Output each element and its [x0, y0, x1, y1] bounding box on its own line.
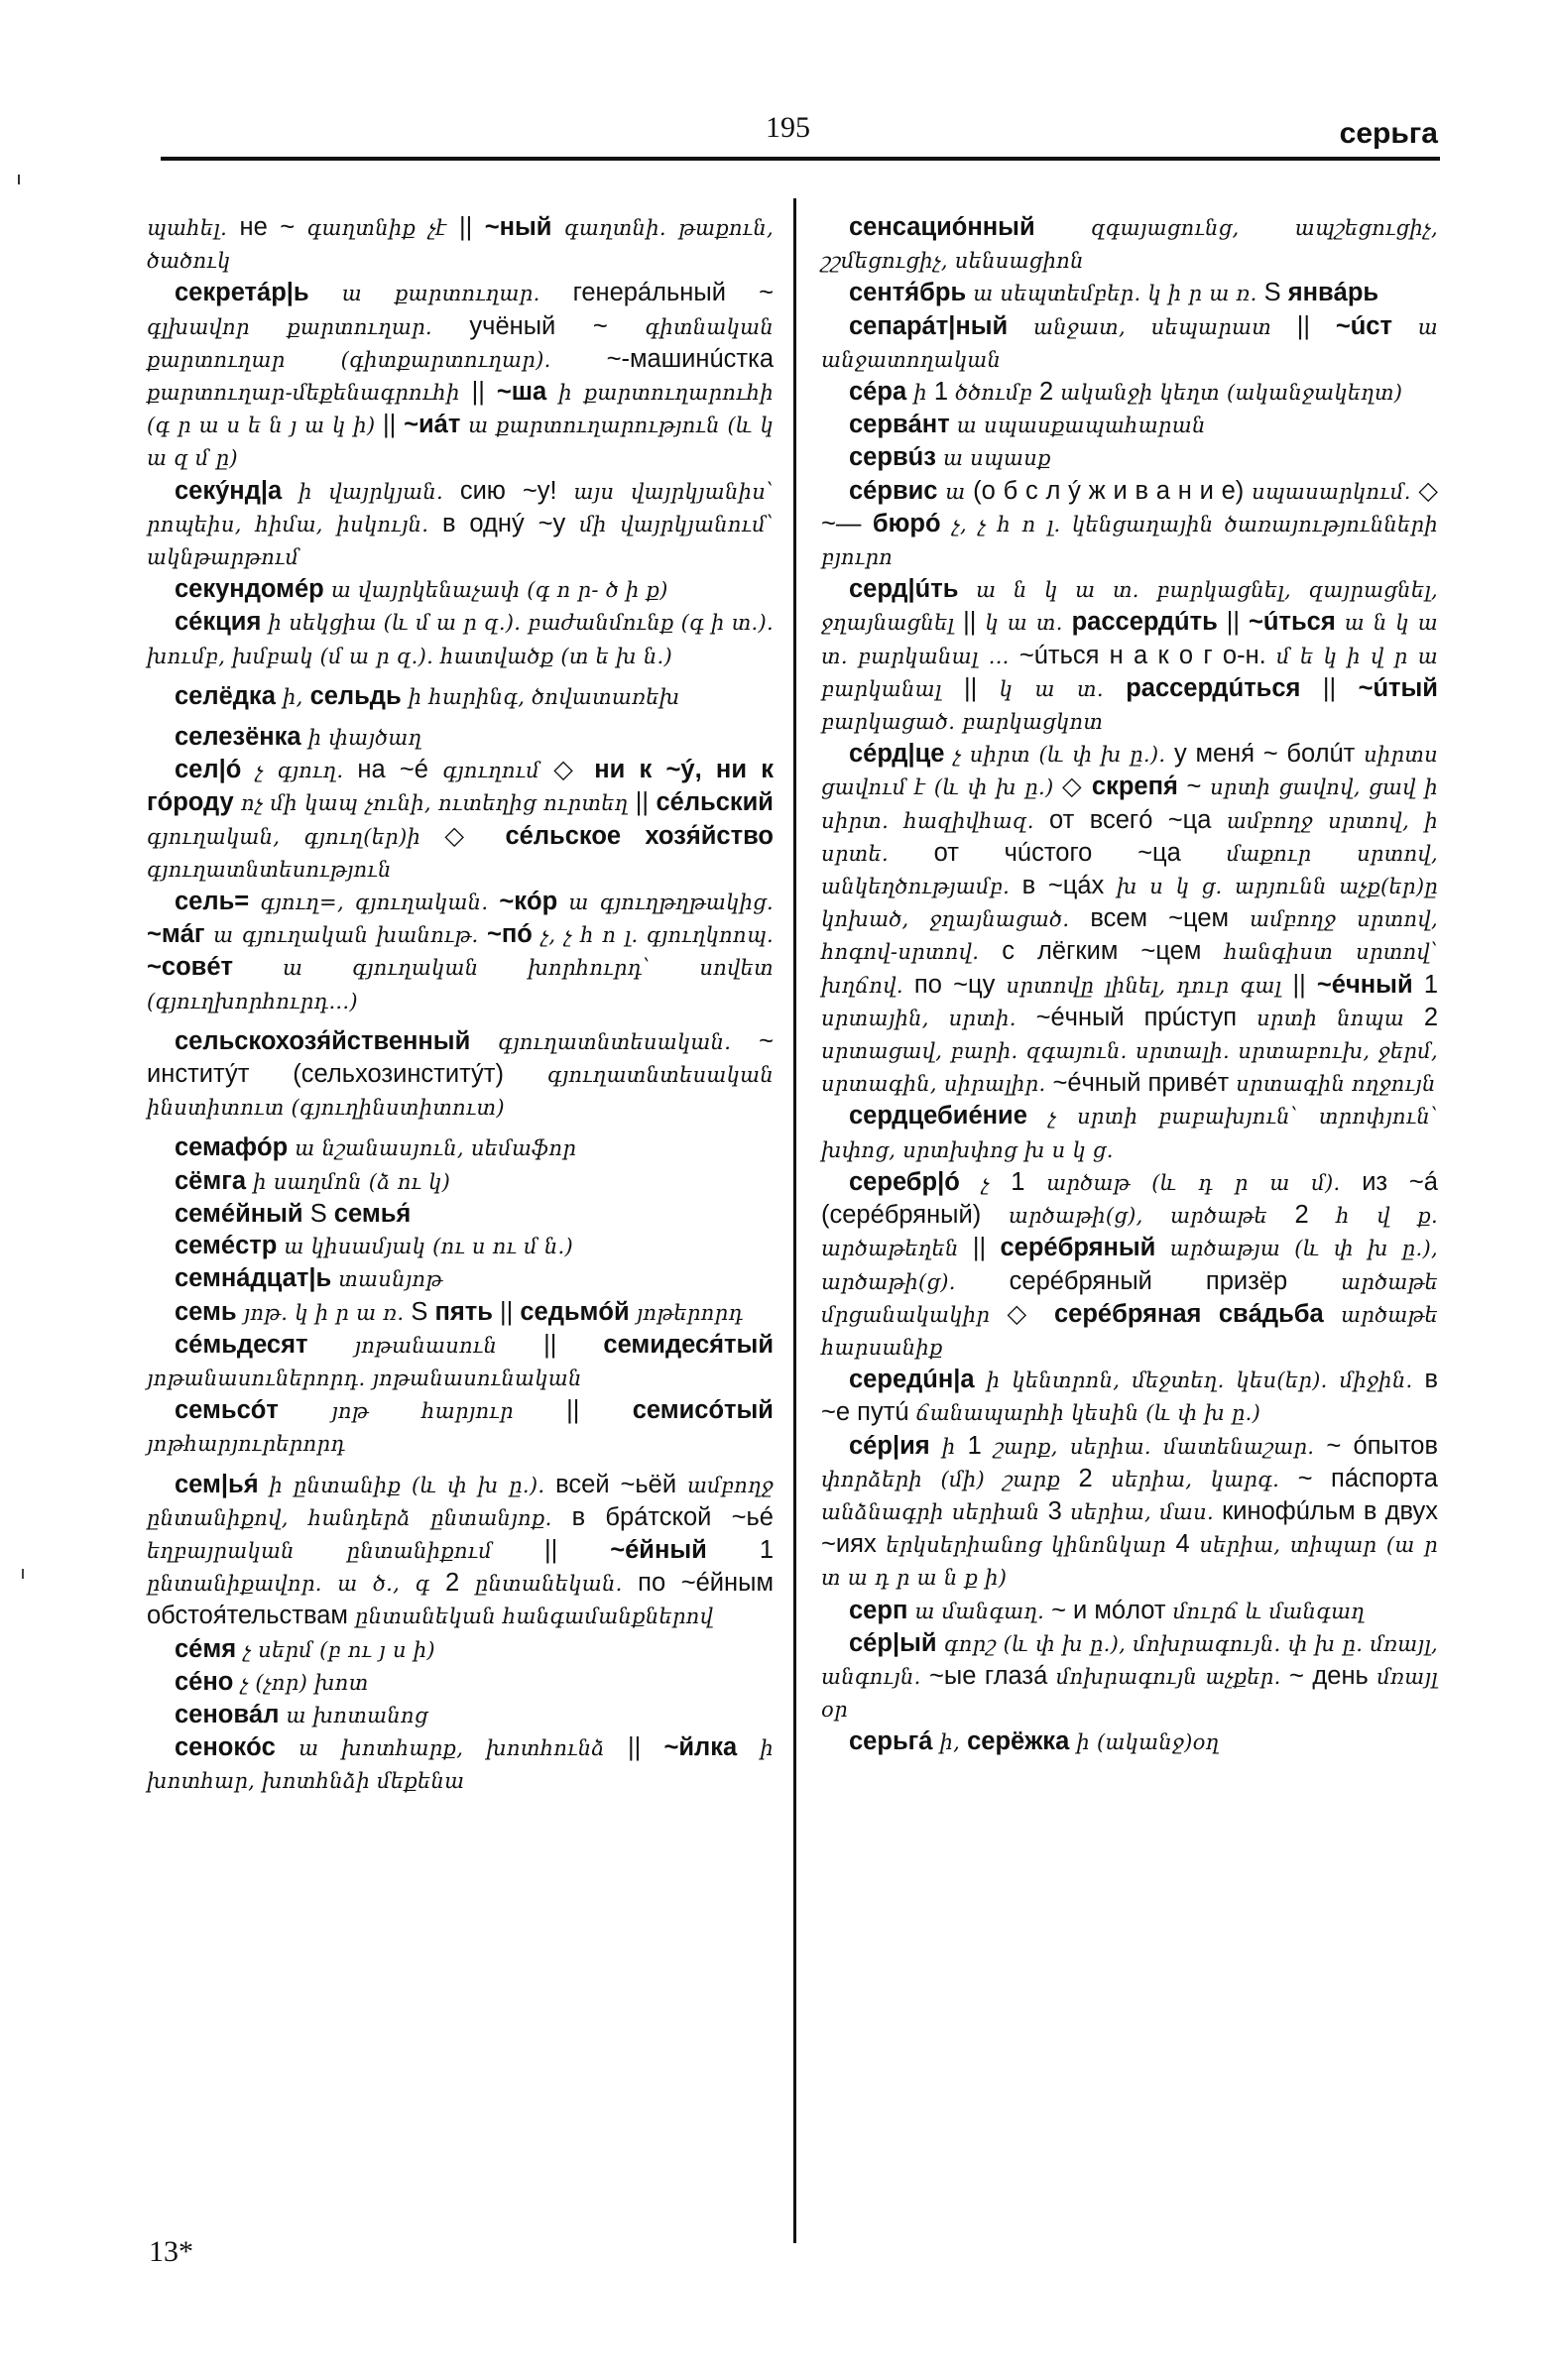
- headword: секундомéр: [175, 575, 331, 604]
- translation: ա խոտանոց: [286, 1703, 428, 1727]
- translation: գաղտնի. թաքուն, ծածուկ: [147, 216, 774, 274]
- translation: ա սպասքապահարան: [956, 414, 1206, 438]
- text: 1: [759, 1535, 774, 1564]
- translation: երկսերիանոց կինոնկար: [886, 1533, 1176, 1558]
- translation: բարկացած. բարկացկոտ: [821, 710, 1104, 735]
- headword: семéйный: [175, 1199, 310, 1228]
- translation: գիտնական քարտուղար (գիտքարտուղար).: [147, 314, 775, 372]
- headword: сель=: [175, 888, 261, 916]
- text: ◇: [553, 756, 595, 784]
- text: ◇: [1007, 1299, 1054, 1328]
- text: 4: [1175, 1530, 1200, 1559]
- text: ||: [1322, 673, 1359, 702]
- headword: серьгá: [849, 1727, 940, 1756]
- text: из ~á (серéбряный): [821, 1167, 1438, 1230]
- translation: ի վայրկյան.: [299, 479, 460, 504]
- dictionary-entry: [821, 738, 1438, 1100]
- translation: ա գյուղթղթակից.: [568, 891, 775, 915]
- translation: ի կենտրոն, մեջտեղ. կես(եր). միջին.: [986, 1368, 1425, 1393]
- headword: сеновáл: [175, 1700, 287, 1728]
- dictionary-entry: [147, 1469, 774, 1633]
- translation: սրտովը լինել, դուր գալ: [1006, 973, 1293, 998]
- text: S: [309, 1199, 334, 1228]
- dictionary-entry: [821, 310, 1438, 376]
- dictionary-entry: [147, 573, 774, 606]
- text: (о б с л ý ж и в а н и е): [973, 476, 1253, 505]
- headword: секретáр|ь: [175, 279, 342, 307]
- translation: ի քարտուղարուհի (գ ր ա ս ե ն յ ա կ ի): [147, 381, 775, 438]
- headword: семафóр: [175, 1133, 296, 1162]
- headword: семьсóт: [175, 1396, 332, 1425]
- text: всем ~цем: [1090, 904, 1251, 933]
- translation: պահել.: [147, 216, 240, 240]
- text: ||: [544, 1535, 611, 1564]
- translation: սրտացավ, բարի. զգայուն. սրտալի. սրտաբուխ, ջերմ, սրտագին, սիրալիր.: [821, 1039, 1438, 1097]
- translation: քարտուղար-մեքենագրուհի: [147, 381, 472, 406]
- translation: ի,: [282, 684, 310, 709]
- headword: сенокóс: [175, 1733, 299, 1762]
- text: ~éчный прúступ: [1035, 1003, 1257, 1031]
- translation: գյուղական, գյուղ(եր)ի: [147, 824, 445, 849]
- text: ||: [543, 1330, 604, 1359]
- text: ||: [972, 1234, 1001, 1262]
- dictionary-entry: [147, 1131, 774, 1164]
- translation: չ սրտի բաբախյուն՝ տրոփյուն՝ խփոց, սրտխփոց խ ս կ ց.: [821, 1105, 1438, 1162]
- text: серéбряный призёр: [1009, 1266, 1342, 1295]
- translation: ի հարինգ, ծովատառեխ: [408, 684, 680, 709]
- text: по ~цу: [913, 970, 1007, 999]
- translation: ա սեպտեմբեր. կ ի ր ա ռ.: [973, 282, 1264, 306]
- dictionary-entry: [147, 606, 774, 671]
- translation: ի փայծաղ: [307, 726, 422, 751]
- text: ||: [471, 378, 497, 407]
- text: ~éчный привéт: [1052, 1069, 1237, 1098]
- text: с лёгким ~цем: [1002, 937, 1225, 966]
- headword: рассердúться: [1126, 673, 1323, 702]
- headword: сентя́брь: [849, 279, 974, 307]
- headword: сéрд|це: [849, 740, 954, 769]
- text: 1: [967, 1431, 995, 1460]
- headword: семь: [175, 1297, 244, 1326]
- dictionary-entry: [821, 1430, 1438, 1595]
- translation: յոթ. կ ի ր ա ռ.: [243, 1300, 412, 1325]
- translation: գաղտնիք չէ: [306, 216, 459, 240]
- translation: սրտի նոպա: [1256, 1006, 1424, 1030]
- translation: սպասարկում.: [1252, 479, 1419, 504]
- text: ◇: [1062, 773, 1092, 801]
- dictionary-entry: [147, 1198, 774, 1230]
- dictionary-entry: [821, 1166, 1438, 1364]
- dictionary-entry: [147, 1731, 774, 1797]
- dictionary-entry: [147, 1699, 774, 1731]
- text: учёный ~: [469, 311, 646, 340]
- headword: серёжка: [967, 1727, 1077, 1756]
- dictionary-entry: [147, 211, 774, 277]
- dictionary-entry: [821, 1100, 1438, 1165]
- translation: ոչ մի կապ չունի, ուտեղից ուրտեղ: [241, 791, 636, 816]
- dictionary-entry: [821, 211, 1438, 277]
- translation: զգայացունց, ապշեցուցիչ, շշմեցուցիչ, սենսացիոն: [821, 216, 1438, 274]
- headword: семидеся́тый: [603, 1330, 774, 1359]
- translation: արծաթյա (և փ խ ը.), արծաթի(ց).: [821, 1237, 1438, 1294]
- translation: ի ընտանիք (և փ խ ը.).: [269, 1473, 556, 1497]
- translation: հանգիստ սրտով՝ խղճով.: [821, 940, 1438, 998]
- headword: сéмьдесят: [175, 1330, 355, 1359]
- translation: մռայլ օր: [821, 1664, 1438, 1723]
- scan-mark: [22, 1569, 24, 1579]
- text: кинофúльм в двух ~иях: [821, 1496, 1439, 1559]
- headword: сéмя: [175, 1634, 244, 1663]
- translation: ա: [945, 479, 974, 504]
- translation: չ: [981, 1170, 1012, 1195]
- text: всей ~ьёй: [555, 1470, 687, 1498]
- translation: ա անջատողական: [821, 314, 1438, 372]
- translation: հ վ ք. արծաթեղեն: [821, 1204, 1438, 1261]
- translation: սրտագին ողջույն: [1236, 1072, 1436, 1097]
- text: у меня́ ~ болúт: [1173, 740, 1365, 769]
- dictionary-entry: [821, 1595, 1438, 1627]
- headword: сервáнт: [849, 411, 957, 439]
- translation: ա քարտուղարություն (և կ ա զ մ ը): [147, 414, 774, 471]
- text: ||: [635, 788, 657, 817]
- translation: մ ե կ ի վ ր ա բարկանալ: [821, 644, 1438, 701]
- text: S: [411, 1297, 435, 1326]
- dictionary-entry: [821, 1364, 1438, 1429]
- translation: յոթանասուն: [354, 1333, 544, 1358]
- translation: գորշ (և փ խ ը.), մոխրագույն. փ խ ը. մռայլ, անգույն.: [821, 1631, 1438, 1689]
- translation: ի խոտհար, խոտհնձի մեքենա: [147, 1736, 774, 1794]
- translation: կ ա տ.: [999, 676, 1127, 701]
- headword: ~úться: [1249, 608, 1345, 637]
- text: 2: [1423, 1003, 1438, 1031]
- translation: անջատ, սեպարատ: [1032, 314, 1297, 339]
- translation: գյուղ=, գյուղական.: [260, 891, 500, 915]
- headword: седьмóй: [520, 1297, 637, 1326]
- headword: серд|úть: [849, 575, 977, 604]
- text: генерáльный ~: [572, 279, 774, 307]
- translation: չ գյուղ.: [255, 759, 358, 783]
- text: 3: [1047, 1496, 1070, 1525]
- translation: յոթերորդ: [636, 1300, 744, 1325]
- headword: бюрó: [872, 509, 952, 537]
- text: 2: [1078, 1464, 1112, 1492]
- headword: рассердúть: [1071, 608, 1227, 637]
- dictionary-entry: [147, 277, 774, 474]
- headword: ~éйный: [610, 1535, 760, 1564]
- text: ~-машинúстка: [606, 344, 774, 373]
- dictionary-entry: [821, 475, 1438, 574]
- dictionary-entry: [821, 1726, 1438, 1758]
- headword: ~иáт: [404, 411, 469, 439]
- headword: сепарáт|ный: [849, 311, 1033, 340]
- headword: сéрвис: [849, 476, 946, 505]
- translation: ամբողջ սրտով, հոգով-սրտով.: [821, 907, 1438, 965]
- header-rule: [161, 157, 1440, 161]
- text: ||: [963, 608, 986, 637]
- text: ~ день: [1289, 1661, 1377, 1690]
- translation: ա խոտհարք, խոտհունձ: [299, 1736, 629, 1761]
- translation: ճանապարհի կեսին (և փ խ ը.): [915, 1401, 1261, 1426]
- running-head: серьга: [1339, 117, 1438, 150]
- text: ||: [458, 213, 485, 241]
- translation: արծաթի(ց), արծաթե: [1008, 1204, 1295, 1229]
- headword: ~совéт: [147, 953, 283, 982]
- translation: ի սեկցիա (և մ ա ր զ.). բաժանմունք (գ ի տ.). խումբ, խմբակ (մ ա ր զ.). հատվածք (տ ե խ ն.): [147, 611, 774, 668]
- translation: գլխավոր քարտուղար.: [147, 314, 470, 339]
- text: ~úться н а к о г о-н.: [1018, 641, 1277, 669]
- headword: секýнд|а: [175, 476, 299, 505]
- translation: գյուղատնտեսություն: [147, 857, 392, 882]
- headword: сем|ья́: [175, 1470, 270, 1498]
- headword: пять: [434, 1297, 500, 1326]
- dictionary-entry: [147, 1329, 774, 1394]
- headword: ~éчный: [1316, 970, 1424, 999]
- translation: սիրտս ցավում է (և փ խ ը.): [821, 743, 1439, 800]
- dictionary-entry: [147, 1666, 774, 1699]
- translation: չ, չ հ ո լ. գյուղկոոպ.: [540, 923, 774, 948]
- dictionary-entry: [147, 1230, 774, 1262]
- headword: сéр|ия: [849, 1431, 942, 1460]
- translation: մուրճ և մանգաղ: [1172, 1599, 1365, 1623]
- dictionary-entry: [147, 1633, 774, 1666]
- text: не ~: [239, 213, 307, 241]
- translation: փորձերի (մի) շարք: [821, 1467, 1079, 1491]
- translation: կ ա տ.: [985, 611, 1072, 636]
- headword: сервúз: [849, 443, 943, 472]
- dictionary-entry: [821, 441, 1438, 474]
- translation: ա ն կ ա տ. բարկանալ ...: [821, 611, 1438, 668]
- translation: տասնյոթ: [338, 1267, 443, 1292]
- text: ~ óпытов: [1326, 1431, 1438, 1460]
- page-number: 195: [766, 111, 810, 144]
- translation: ա վայրկենաչափ (գ ո ր- ծ ի ք): [330, 578, 668, 603]
- text: ◇: [444, 821, 506, 850]
- translation: ամբողջ ընտանիքով, հանդերձ ընտանյոք.: [147, 1473, 774, 1530]
- headword: ~йлка: [663, 1733, 761, 1762]
- headword: сердцебиéние: [849, 1102, 1049, 1130]
- translation: մոխրագույն աչքեր.: [1055, 1664, 1289, 1689]
- text: ~: [1186, 773, 1211, 801]
- translation: ի: [941, 1434, 968, 1459]
- text: ||: [566, 1396, 633, 1425]
- text: ||: [628, 1733, 664, 1762]
- text: ||: [963, 673, 1000, 702]
- translation: սրտի ցավով, ցավ ի սիրտ. հազիվհազ.: [821, 775, 1438, 833]
- headword: сéр|ый: [849, 1628, 944, 1657]
- headword: семисóтый: [632, 1396, 774, 1425]
- translation: յոթ հարյուր: [331, 1399, 567, 1424]
- translation: եղբայրական ընտանիքում: [147, 1538, 545, 1563]
- text: в ~е путú: [821, 1366, 1438, 1427]
- translation: այս վայրկյանիս՝ րոպեիս, հիմա, իսկույն.: [147, 479, 774, 536]
- translation: ա նշանասյուն, սեմաֆոր: [295, 1136, 577, 1161]
- dictionary-entry: [821, 1627, 1438, 1726]
- translation: շարք, սերիա. մատենաշար.: [994, 1434, 1327, 1459]
- text: ~ и мóлот: [1051, 1596, 1173, 1624]
- text: 1: [1011, 1167, 1047, 1196]
- headword: ~úст: [1335, 311, 1418, 340]
- translation: յոթանասուներորդ. յոթանասունական: [147, 1366, 582, 1390]
- translation: ի: [913, 381, 934, 406]
- headword: серебр|ó: [849, 1167, 982, 1196]
- translation: մաքուր սրտով, անկեղծությամբ.: [821, 841, 1439, 899]
- headword: сельдь: [309, 681, 409, 710]
- headword: ~ша: [496, 378, 559, 407]
- text: 2: [445, 1569, 475, 1598]
- translation: չ (չոր) խոտ: [240, 1670, 369, 1695]
- translation: ի (ականջ)օղ: [1076, 1730, 1220, 1755]
- dictionary-entry: [147, 1165, 774, 1198]
- text: от всегó ~ца: [1049, 805, 1227, 834]
- headword: ~пó: [486, 920, 541, 949]
- translation: չ, չ հ ո լ. կենցաղային ծառայությունների բյուրո: [821, 512, 1438, 570]
- dictionary-entry: [147, 886, 774, 1017]
- headword: сёмга: [175, 1166, 254, 1195]
- headword: середúн|а: [849, 1366, 987, 1394]
- headword: серéбряный: [1000, 1234, 1170, 1262]
- dictionary-entry: [147, 1296, 774, 1329]
- text: ~ пáспорта: [1297, 1464, 1438, 1492]
- translation: ա քարտուղար.: [341, 282, 573, 306]
- translation: սերիա, տիպար (ա ր տ ա դ ր ա ն ք ի): [821, 1533, 1438, 1591]
- right-column: [821, 211, 1438, 1759]
- headword: семнáдцат|ь: [175, 1264, 339, 1293]
- text: от чúстого ~ца: [933, 838, 1227, 867]
- translation: սրտային, սրտի.: [821, 1006, 1036, 1030]
- translation: ա կիսամյակ (ու ս ու մ ն.): [284, 1235, 573, 1259]
- headword: селёдка: [175, 681, 283, 710]
- headword: сел|ó: [175, 756, 256, 784]
- translation: ա գյուղական խորհուրդ՝ սովետ (գյուղխորհուրդ...): [147, 956, 774, 1013]
- translation: յոթհարյուրերորդ: [147, 1432, 346, 1457]
- text: ~ институ́т (сельхозинститу́т): [147, 1026, 774, 1089]
- text: ◇ ~—: [821, 476, 1438, 537]
- dictionary-entry: [821, 573, 1438, 738]
- translation: արծաթ (և դ ր ա մ).: [1046, 1170, 1363, 1195]
- translation: չ սիրտ (և փ խ ը.).: [953, 743, 1174, 768]
- text: сию ~у!: [459, 476, 574, 505]
- text: 2: [1294, 1201, 1337, 1230]
- headword: ~мáг: [147, 920, 214, 949]
- dictionary-entry: [147, 721, 774, 754]
- dictionary-entry: [821, 277, 1438, 309]
- headword: сенсациóнный: [849, 213, 1091, 241]
- dictionary-entry: [821, 409, 1438, 441]
- headword: сельскохозя́йственный: [175, 1026, 499, 1055]
- dictionary-entry: [147, 1394, 774, 1460]
- text: ||: [383, 411, 405, 439]
- headword: сéра: [849, 378, 914, 407]
- headword: скрепя́: [1091, 773, 1187, 801]
- translation: սերիա, կարգ.: [1111, 1467, 1298, 1491]
- headword: ~ный: [484, 213, 564, 241]
- text: ||: [499, 1297, 521, 1326]
- translation: գյուղատնտեսական.: [498, 1029, 760, 1054]
- text: 1: [933, 378, 956, 407]
- dictionary-entry: [147, 475, 774, 574]
- headword: семéстр: [175, 1232, 285, 1260]
- text: 2: [1038, 378, 1061, 407]
- headword: сéкция: [175, 608, 269, 637]
- headword: сéно: [175, 1667, 241, 1696]
- translation: ա մանգաղ.: [914, 1599, 1052, 1623]
- translation: ընտանիքավոր. ա ծ., գ: [147, 1572, 446, 1597]
- headword: серп: [849, 1596, 915, 1624]
- headword: серéбряная свáдьба: [1053, 1299, 1342, 1328]
- translation: ամբողջ սրտով, ի սրտե.: [821, 808, 1438, 866]
- text: ||: [1226, 608, 1250, 637]
- text: ||: [1296, 311, 1336, 340]
- text: на ~é: [357, 756, 443, 784]
- translation: սերիա, մաս.: [1070, 1499, 1223, 1524]
- headword: ~úтый: [1358, 673, 1438, 702]
- text: S: [1263, 279, 1288, 307]
- text: 1: [1423, 970, 1438, 999]
- translation: անձնագրի սերիան: [821, 1499, 1048, 1524]
- translation: ի սաղմոն (ձ ու կ): [253, 1169, 451, 1194]
- translation: խ ս կ ց. արյունն աչք(եր)ը կոխած, ջղայնացած.: [821, 875, 1438, 932]
- dictionary-entry: [147, 1025, 774, 1125]
- signature-mark: 13*: [149, 2235, 193, 2268]
- headword: семья́: [333, 1199, 412, 1228]
- translation: ընտանեկան հանգամանքներով: [355, 1605, 714, 1629]
- text: ||: [1292, 970, 1317, 999]
- translation: ա ն կ ա տ. բարկացնել, զայրացնել, ջղայնացնել: [821, 578, 1438, 636]
- dictionary-entry: [147, 754, 774, 886]
- column-divider: [793, 198, 796, 2243]
- headword: селезёнка: [175, 723, 308, 752]
- translation: գյուղատնտեսական ինստիտուտ (գյուղինստիտուտ): [147, 1063, 774, 1121]
- translation: արծաթե հարսանիք: [821, 1302, 1438, 1360]
- scan-mark: [18, 175, 20, 184]
- text: в однý ~у: [442, 509, 580, 537]
- text: ~ые глазá: [928, 1661, 1056, 1690]
- headword: ~кóр: [499, 888, 569, 916]
- translation: գյուղում: [442, 759, 554, 783]
- translation: ա գյուղական խանութ.: [213, 923, 487, 948]
- text: в ~цáх: [1021, 872, 1117, 900]
- translation: ա սպասք: [942, 446, 1051, 471]
- translation: չ սերմ (բ ու յ ս ի): [243, 1637, 435, 1662]
- headword: янвáрь: [1287, 279, 1379, 307]
- headword: сéльский: [656, 788, 774, 817]
- left-column: [147, 211, 774, 1798]
- translation: ականջի կեղտ (ականջակեղտ): [1060, 381, 1403, 406]
- text: по ~éйным обстоя́тельствам: [147, 1569, 774, 1630]
- translation: ծծումբ: [955, 381, 1039, 406]
- headword: ни к ~ý, ни к гóроду: [147, 756, 774, 817]
- translation: ընտանեկան.: [474, 1572, 639, 1597]
- headword: сéльское хозя́йство: [505, 821, 774, 850]
- text: в брáтской ~ьé: [571, 1502, 774, 1531]
- translation: մի վայրկյանում՝ ակնթարթում: [147, 512, 775, 570]
- translation: ի,: [939, 1730, 968, 1755]
- dictionary-entry: [147, 680, 774, 713]
- dictionary-entry: [821, 376, 1438, 409]
- dictionary-entry: [147, 1262, 774, 1295]
- translation: արծաթե մրցանակակիր: [821, 1269, 1439, 1327]
